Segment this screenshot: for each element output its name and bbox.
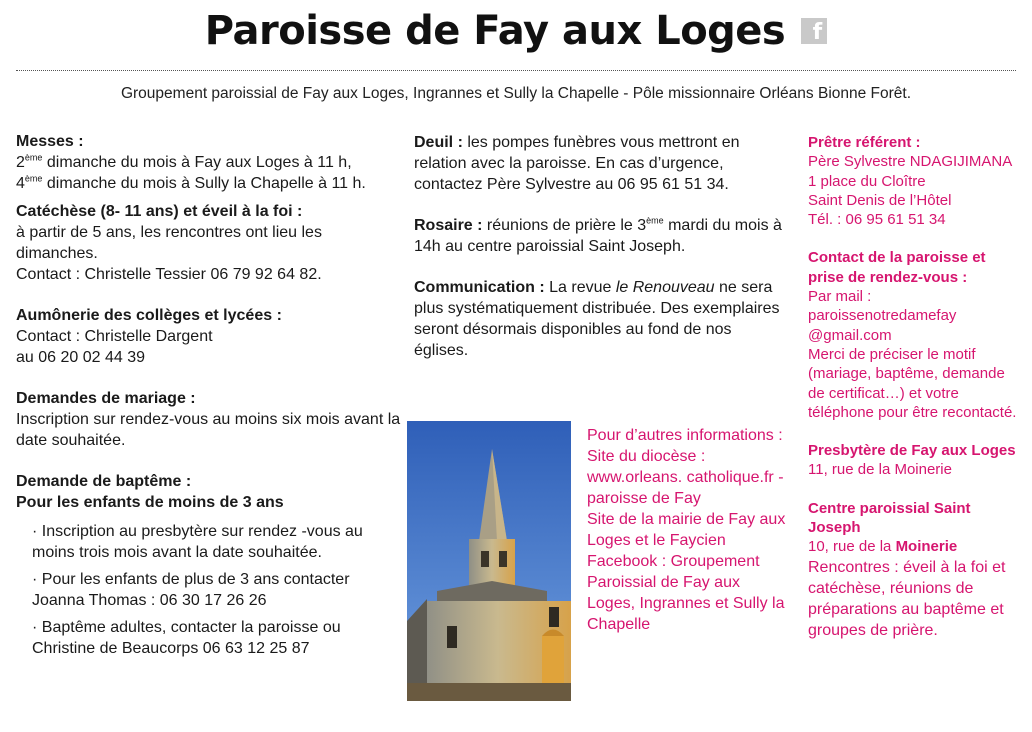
facebook-icon[interactable]: f (801, 18, 827, 44)
mariage-heading: Demandes de mariage : (16, 390, 196, 407)
page-header (0, 8, 1032, 54)
aumonerie-contact: Contact : Christelle Dargent (16, 328, 213, 345)
rosaire-paragraph: Rosaire : réunions de prière le 3ème mardi du mois à 14h au centre paroissial Saint Joseph. (414, 215, 782, 255)
presbytere-address: 11, rue de la Moinerie (808, 461, 952, 479)
dotted-divider (16, 70, 1016, 71)
contact-mail[interactable]: paroissenotredamefay @gmail.com (808, 307, 957, 344)
aumonerie-heading: Aumônerie des collèges et lycées : (16, 307, 282, 324)
contact-mail-label: Par mail : (808, 288, 872, 306)
catechese-heading: Catéchèse (8- 11 ans) et éveil à la foi : (16, 203, 303, 220)
pretre-address-1: 1 place du Cloître (808, 172, 926, 190)
aumonerie-phone: au 06 20 02 44 39 (16, 349, 146, 366)
diocese-link[interactable]: Site du diocèse : www.orleans. catholique.fr - paroisse de Fay (587, 448, 784, 507)
mairie-link[interactable]: Site de la mairie de Fay aux Loges et le Faycien (587, 511, 786, 549)
bapteme-heading: Demande de baptême : (16, 473, 192, 490)
contact-text: Merci de préciser le motif (mariage, baptême, demande de certificat…) et votre téléphone pour être recontacté. (808, 345, 1017, 421)
pretre-heading: Prêtre référent : (808, 134, 921, 151)
church-photo (407, 421, 571, 701)
presbytere-heading: Presbytère de Fay aux Loges (808, 442, 1016, 460)
page-subtitle: Groupement paroissial de Fay aux Loges, Ingrannes et Sully la Chapelle - Pôle missionnaire Orléans Bionne Forêt. (120, 85, 912, 102)
more-info-block (587, 425, 792, 635)
centre-text: Rencontres : éveil à la foi et catéchèse, réunions de préparations au baptême et groupes de prière. (808, 558, 1006, 639)
centre-heading: Centre paroissial Saint Joseph (808, 499, 971, 537)
pretre-address-2: Saint Denis de l’Hôtel (808, 191, 952, 209)
column-middle (414, 132, 789, 361)
messes-line-1: 2ème dimanche du mois à Fay aux Loges à 11 h, (16, 152, 352, 171)
centre-address: 10, rue de la Moinerie (808, 538, 958, 556)
facebook-link[interactable]: Facebook : Groupement Paroissial de Fay aux Loges, Ingrannes et Sully la Chapelle (587, 553, 785, 633)
bapteme-bullet-3: · Baptême adultes, contacter la paroisse ou Christine de Beaucorps 06 63 12 25 87 (32, 619, 341, 657)
pretre-phone: Tél. : 06 95 61 51 34 (808, 211, 946, 229)
bapteme-bullet-2: · Pour les enfants de plus de 3 ans contacter Joanna Thomas : 06 30 17 26 26 (32, 571, 350, 609)
contact-heading: Contact de la paroisse et prise de rendez-vous : (808, 249, 986, 286)
page-title: Paroisse de Fay aux Loges (204, 8, 786, 54)
column-left (16, 131, 401, 659)
messes-heading: Messes : (16, 133, 84, 150)
communication-paragraph: Communication : La revue le Renouveau ne sera plus systématiquement distribuée. Des exemplaires seront désormais disponibles au fond de nos églises. (414, 279, 780, 359)
messes-line-2: 4ème dimanche du mois à Sully la Chapelle à 11 h. (16, 173, 366, 192)
column-right (808, 133, 1023, 641)
catechese-text: à partir de 5 ans, les rencontres ont lieu les dimanches. (16, 224, 322, 262)
deuil-paragraph: Deuil : les pompes funèbres vous mettront en relation avec la paroisse. En cas d’urgence, contactez Père Sylvestre au 06 95 61 51 34. (414, 134, 740, 193)
pretre-name: Père Sylvestre NDAGIJIMANA (808, 153, 1013, 171)
mariage-text: Inscription sur rendez-vous au moins six mois avant la date souhaitée. (16, 411, 401, 449)
bapteme-subheading: Pour les enfants de moins de 3 ans (16, 494, 284, 511)
bapteme-bullet-1: · Inscription au presbytère sur rendez -vous au moins trois mois avant la date souhaitée. (32, 523, 363, 561)
more-info-heading: Pour d’autres informations : (587, 427, 783, 444)
catechese-contact: Contact : Christelle Tessier 06 79 92 64 82. (16, 266, 322, 283)
